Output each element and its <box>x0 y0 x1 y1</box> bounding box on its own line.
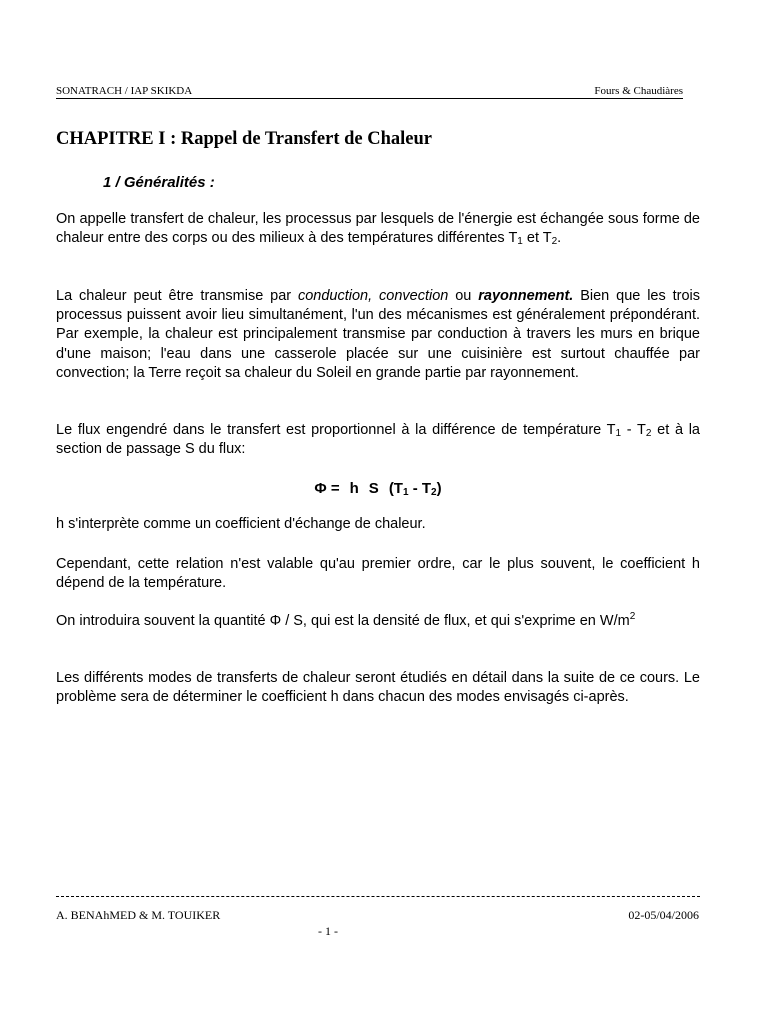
paragraph-modes: La chaleur peut être transmise par conduction, convection ou rayonnement. Bien que les trois processus puissent avoir lieu simultanément, l'un des mécanismes est généralement prépondérant. Par exemple, la chaleur est principalement transmise par conduction à travers les murs en brique d'une maison; l'eau dans une casserole placée sur une cuisinière est surtout chauffée par convection; la Terre reçoit sa chaleur du Soleil en grande partie par rayonnement. <box>56 288 701 381</box>
page-number: - 1 - <box>318 924 338 938</box>
paragraph-flux-density: On introduira souvent la quantité Φ / S, qui est la densité de flux, et qui s'exprime en $W/m^2$ <box>56 611 636 629</box>
footer-divider <box>56 896 700 897</box>
section-heading: 1 / Généralités : <box>103 174 215 191</box>
paragraph-flux: Le flux engendré dans le transfert est proportionnel à la différence de température $T_1 - T_2$ et à la section de passage S du flux: <box>56 422 700 458</box>
header-organization: SONATRACH / IAP SKIKDA <box>56 85 193 97</box>
running-header <box>56 84 683 99</box>
flux-formula: Φ = h S $(T_1 - T_2)$ <box>314 480 442 498</box>
paragraph-course-outline: Les différents modes de transferts de chaleur seront étudiés en détail dans la suite de ce cours. Le problème sera de déterminer le coefficient h dans chacun des modes envisagés ci-après. <box>56 670 700 706</box>
paragraph-first-order: Cependant, cette relation n'est valable qu'au premier ordre, car le plus souvent, le coefficient h dépend de la température. <box>56 556 700 592</box>
footer-authors: A. BENAhMED & M. TOUIKER <box>56 908 221 922</box>
chapter-title: CHAPITRE I : Rappel de Transfert de Chaleur <box>56 129 432 149</box>
modes-conduction-convection: conduction, convection <box>297 288 449 304</box>
paragraph-definition: On appelle transfert de chaleur, les processus par lesquels de l'énergie est échangée sous forme de chaleur entre des corps ou des milieux à des températures différentes $T_1$ et $T_2$. <box>56 211 700 248</box>
paragraph-coefficient: h s'interprète comme un coefficient d'échange de chaleur. <box>56 516 426 532</box>
footer-date: 02-05/04/2006 <box>628 908 699 922</box>
header-course-title: Fours & Chaudiàres <box>594 85 683 97</box>
mode-rayonnement: rayonnement. <box>478 288 574 304</box>
